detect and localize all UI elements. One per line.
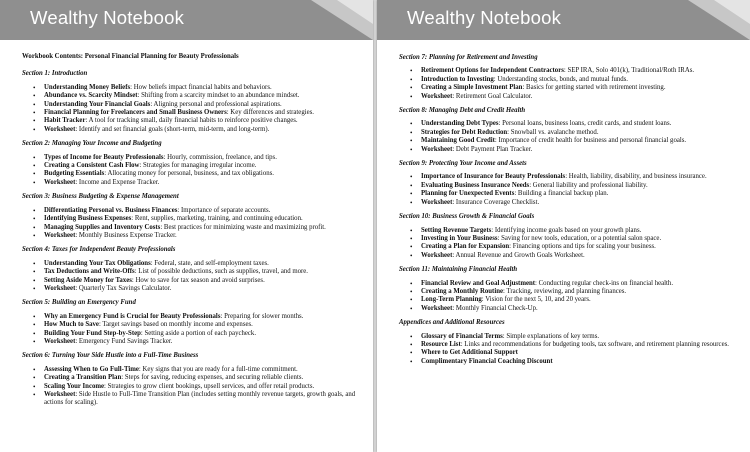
item-label: How Much to Save — [44, 321, 99, 329]
item-label: Worksheet — [44, 391, 76, 398]
page-header — [0, 0, 373, 40]
item-label: Worksheet — [421, 251, 453, 259]
item-label: Long-Term Planning — [421, 296, 482, 304]
section-title: Section 7: Planning for Retirement and Investing — [399, 54, 538, 61]
list-item — [44, 109, 360, 117]
list-item — [421, 129, 737, 137]
list-item — [421, 341, 737, 349]
item-description: : Personal loans, business loans, credit cards, and student loans. — [498, 120, 672, 128]
section-title: Section 9: Protecting Your Income and Assets — [399, 160, 527, 168]
section — [22, 70, 360, 134]
sections-list — [22, 70, 360, 407]
section-title: Appendices and Additional Resources — [399, 319, 505, 327]
item-description: : Building a financial backup plan. — [514, 190, 609, 198]
item-label: Complimentary Financial Coaching Discount — [421, 357, 553, 365]
section — [22, 352, 360, 407]
item-label: Where to Get Additional Support — [421, 349, 518, 357]
item-label: Setting Revenue Targets — [421, 226, 492, 234]
item-description: : Vision for the next 5, 10, and 20 years. — [481, 296, 591, 304]
item-label: Planning for Unexpected Events — [421, 190, 515, 198]
item-description: : Steps for saving, reducing expenses, and securing reliable clients. — [121, 374, 304, 382]
item-description: : Setting aside a portion of each paycheck. — [140, 329, 257, 337]
item-label: Identifying Business Expenses — [44, 215, 132, 223]
section-title: Section 2: Managing Your Income and Budgeting — [22, 140, 162, 148]
item-description: : Federal, state, and self-employment taxes. — [150, 259, 269, 267]
item-label: Understanding Money Beliefs — [44, 83, 131, 91]
section — [399, 319, 737, 366]
header-decoration — [714, 0, 750, 24]
list-item — [44, 330, 360, 338]
section-title: Section 1: Introduction — [22, 70, 88, 78]
item-description: : Shifting from a scarcity mindset to an abundance mindset. — [137, 92, 300, 100]
list-item — [421, 93, 737, 101]
item-label: Importance of Insurance for Beauty Professionals — [421, 173, 566, 181]
item-description: : Hourly, commission, freelance, and tips. — [163, 153, 277, 161]
item-label: Setting Aside Money for Taxes — [44, 276, 132, 284]
section — [22, 140, 360, 187]
item-description: : Financing options and tips for scaling your business. — [509, 243, 656, 251]
list-item — [44, 313, 360, 321]
list-item — [421, 146, 737, 154]
section-items — [399, 227, 737, 261]
item-description: : Side Hustle to Full-Time Transition Plan (includes setting monthly revenue targets, growth goals, and actions for scaling). — [44, 391, 356, 407]
item-label: Habit Tracker — [44, 117, 86, 125]
list-item — [421, 190, 737, 198]
item-label: Why an Emergency Fund is Crucial for Beauty Professionals — [44, 312, 221, 320]
item-label: Creating a Monthly Routine — [421, 287, 504, 295]
item-description: : Preparing for slower months. — [220, 312, 304, 320]
item-description: : General liability and professional liability. — [529, 181, 648, 189]
item-description: : Links and recommendations for budgeting tools, tax software, and retirement planning resources. — [460, 340, 729, 348]
item-description: : Identifying income goals based on your growth plans. — [491, 226, 642, 234]
item-label: Abundance vs. Scarcity Mindset — [44, 92, 138, 100]
item-description: : Income and Expense Tracker. — [75, 178, 160, 186]
item-description: : Saving for new tools, education, or a potential salon space. — [497, 234, 662, 242]
item-description: : Strategies to grow client bookings, upsell services, and offer retail products. — [104, 382, 315, 390]
header-title: Wealthy Notebook — [30, 7, 185, 28]
item-label: Budgeting Essentials — [44, 170, 105, 178]
item-label: Building Your Fund Step-by-Step — [44, 329, 141, 337]
list-item — [44, 170, 360, 178]
section — [22, 246, 360, 293]
item-description: : Best practices for minimizing waste and maximizing profit. — [160, 223, 326, 231]
item-label: Evaluating Business Insurance Needs — [421, 181, 530, 189]
section — [399, 54, 737, 101]
item-label: Worksheet — [421, 304, 453, 312]
item-label: Assessing When to Go Full-Time — [44, 365, 139, 373]
item-description: : Conducting regular check-ins on financial health. — [535, 279, 674, 287]
item-label: Financial Planning for Freelancers and Small Business Owners — [44, 109, 227, 117]
item-description: : How beliefs impact financial habits and behaviors. — [130, 83, 272, 91]
item-label: Types of Income for Beauty Professionals — [44, 153, 164, 161]
list-item — [44, 374, 360, 382]
section-title: Section 10: Business Growth & Financial Goals — [399, 213, 535, 221]
item-description: : Snowball vs. avalanche method. — [507, 128, 599, 136]
list-item — [421, 305, 737, 313]
list-item — [44, 383, 360, 391]
item-description: : Emergency Fund Savings Tracker. — [75, 337, 173, 345]
item-description: : Quarterly Tax Savings Calculator. — [75, 284, 172, 292]
list-item — [421, 252, 737, 260]
list-item — [44, 232, 360, 240]
list-item — [421, 84, 737, 92]
section-items — [399, 173, 737, 207]
item-description: : Allocating money for personal, business, and tax obligations. — [104, 170, 274, 178]
sections-list — [399, 54, 737, 366]
section-title: Section 4: Taxes for Independent Beauty Professionals — [22, 246, 176, 254]
list-item — [44, 321, 360, 329]
item-label: Glossary of Financial Terms — [421, 332, 503, 340]
section-items — [22, 260, 360, 294]
item-label: Creating a Consistent Cash Flow — [44, 162, 140, 170]
item-description: : Importance of separate accounts. — [177, 206, 271, 214]
section — [399, 266, 737, 313]
list-item — [44, 126, 360, 134]
item-description: : Target savings based on monthly income and expenses. — [98, 321, 253, 329]
list-item — [421, 120, 737, 128]
item-description: : Understanding stocks, bonds, and mutual funds. — [493, 75, 628, 83]
item-description: : Key differences and strategies. — [226, 109, 314, 117]
item-description: : Key signs that you are ready for a full-time commitment. — [138, 365, 298, 373]
item-description: : Retirement Goal Calculator. — [452, 92, 533, 100]
list-item — [44, 92, 360, 100]
page-content — [399, 54, 737, 372]
page-content — [22, 53, 360, 414]
list-item — [44, 391, 360, 408]
item-description: : Aligning personal and professional aspirations. — [150, 100, 282, 108]
section-items — [22, 154, 360, 188]
list-item — [44, 338, 360, 346]
item-label: Worksheet — [44, 178, 76, 186]
item-description: : Importance of credit health for business and personal financial goals. — [494, 137, 687, 145]
section — [399, 213, 737, 260]
list-item — [44, 117, 360, 125]
list-item — [44, 154, 360, 162]
header-title: Wealthy Notebook — [407, 7, 562, 28]
item-label: Creating a Plan for Expansion — [421, 243, 510, 251]
list-item — [44, 162, 360, 170]
item-label: Creating a Transition Plan — [44, 374, 122, 382]
item-label: Worksheet — [44, 125, 76, 133]
list-item — [421, 358, 737, 366]
list-item — [44, 101, 360, 109]
item-label: Worksheet — [421, 145, 453, 153]
notebook-page-left — [0, 0, 373, 452]
section-title: Section 8: Managing Debt and Credit Health — [399, 107, 526, 115]
list-item — [421, 76, 737, 84]
section-items — [399, 120, 737, 154]
item-label: Investing in Your Business — [421, 234, 498, 242]
item-label: Introduction to Investing — [421, 75, 494, 83]
item-description: : Simple explanations of key terms. — [502, 332, 600, 340]
list-item — [44, 260, 360, 268]
section-items — [22, 366, 360, 408]
page-header — [377, 0, 750, 40]
list-item — [421, 182, 737, 190]
item-label: Strategies for Debt Reduction — [421, 128, 508, 136]
item-description: : Health, liability, disability, and business insurance. — [565, 173, 707, 181]
list-item — [44, 224, 360, 232]
section — [22, 193, 360, 240]
section — [399, 160, 737, 207]
notebook-page-right — [377, 0, 750, 452]
list-item — [421, 296, 737, 304]
section — [399, 107, 737, 154]
list-item — [421, 199, 737, 207]
section-title: Section 5: Building an Emergency Fund — [22, 299, 136, 307]
item-label: Scaling Your Income — [44, 382, 105, 390]
list-item — [421, 333, 737, 341]
list-item — [44, 179, 360, 187]
section-items — [399, 280, 737, 314]
section-title: Section 11: Maintaining Financial Health — [399, 266, 518, 274]
list-item — [421, 349, 737, 357]
item-label: Worksheet — [44, 284, 76, 292]
list-item — [421, 67, 737, 75]
item-label: Financial Review and Goal Adjustment — [421, 279, 536, 287]
item-description: : List of possible deductions, such as supplies, travel, and more. — [134, 268, 308, 276]
list-item — [421, 227, 737, 235]
list-item — [421, 137, 737, 145]
list-item — [44, 366, 360, 374]
item-description: : Monthly Financial Check-Up. — [452, 304, 538, 312]
list-item — [421, 173, 737, 181]
section-items — [22, 84, 360, 134]
item-label: Retirement Options for Independent Contractors — [421, 67, 564, 75]
section — [22, 299, 360, 346]
list-item — [44, 277, 360, 285]
item-description: : A tool for tracking small, daily financial habits to reinforce positive changes. — [85, 117, 298, 125]
item-label: Worksheet — [44, 337, 76, 345]
item-label: Worksheet — [44, 231, 76, 239]
item-label: Understanding Your Financial Goals — [44, 100, 151, 108]
list-item — [44, 268, 360, 276]
item-label: Understanding Your Tax Obligations — [44, 259, 151, 267]
header-decoration — [337, 0, 373, 24]
item-description: : Rent, supplies, marketing, training, and continuing education. — [131, 215, 303, 223]
document-title: Workbook Contents: Personal Financial Planning for Beauty Professionals — [22, 53, 239, 60]
section-items — [22, 313, 360, 347]
list-item — [421, 235, 737, 243]
item-description: : Annual Revenue and Growth Goals Worksheet. — [452, 251, 585, 259]
list-item — [44, 207, 360, 215]
item-label: Understanding Debt Types — [421, 120, 499, 128]
item-description: : Tracking, reviewing, and planning finances. — [503, 287, 627, 295]
item-label: Creating a Simple Investment Plan — [421, 84, 523, 92]
list-item — [44, 215, 360, 223]
item-description: : Debt Payment Plan Tracker. — [452, 145, 533, 153]
item-description: : Strategies for managing irregular income. — [139, 162, 257, 170]
item-description: : Identify and set financial goals (short-term, mid-term, and long-term). — [75, 125, 270, 133]
item-description: : Insurance Coverage Checklist. — [452, 198, 540, 206]
item-label: Maintaining Good Credit — [421, 137, 495, 145]
item-label: Worksheet — [421, 92, 453, 100]
item-description: : Basics for getting started with retirement investing. — [522, 84, 666, 92]
item-description: : How to save for tax season and avoid surprises. — [131, 276, 265, 284]
section-items — [22, 207, 360, 241]
list-item — [44, 84, 360, 92]
item-label: Managing Supplies and Inventory Costs — [44, 223, 161, 231]
item-label: Tax Deductions and Write-Offs — [44, 268, 135, 276]
section-items — [399, 67, 737, 101]
list-item — [421, 288, 737, 296]
item-description: : Monthly Business Expense Tracker. — [75, 231, 177, 239]
section-title: Section 3: Business Budgeting & Expense Management — [22, 193, 179, 201]
item-label: Resource List — [421, 340, 461, 348]
list-item — [421, 243, 737, 251]
list-item — [421, 280, 737, 288]
section-title: Section 6: Turning Your Side Hustle into a Full-Time Business — [22, 352, 199, 360]
item-label: Worksheet — [421, 198, 453, 206]
item-description: : SEP IRA, Solo 401(k), Traditional/Roth IRAs. — [563, 67, 695, 75]
section-items — [399, 333, 737, 367]
list-item — [44, 285, 360, 293]
item-label: Differentiating Personal vs. Business Finances — [44, 206, 178, 214]
